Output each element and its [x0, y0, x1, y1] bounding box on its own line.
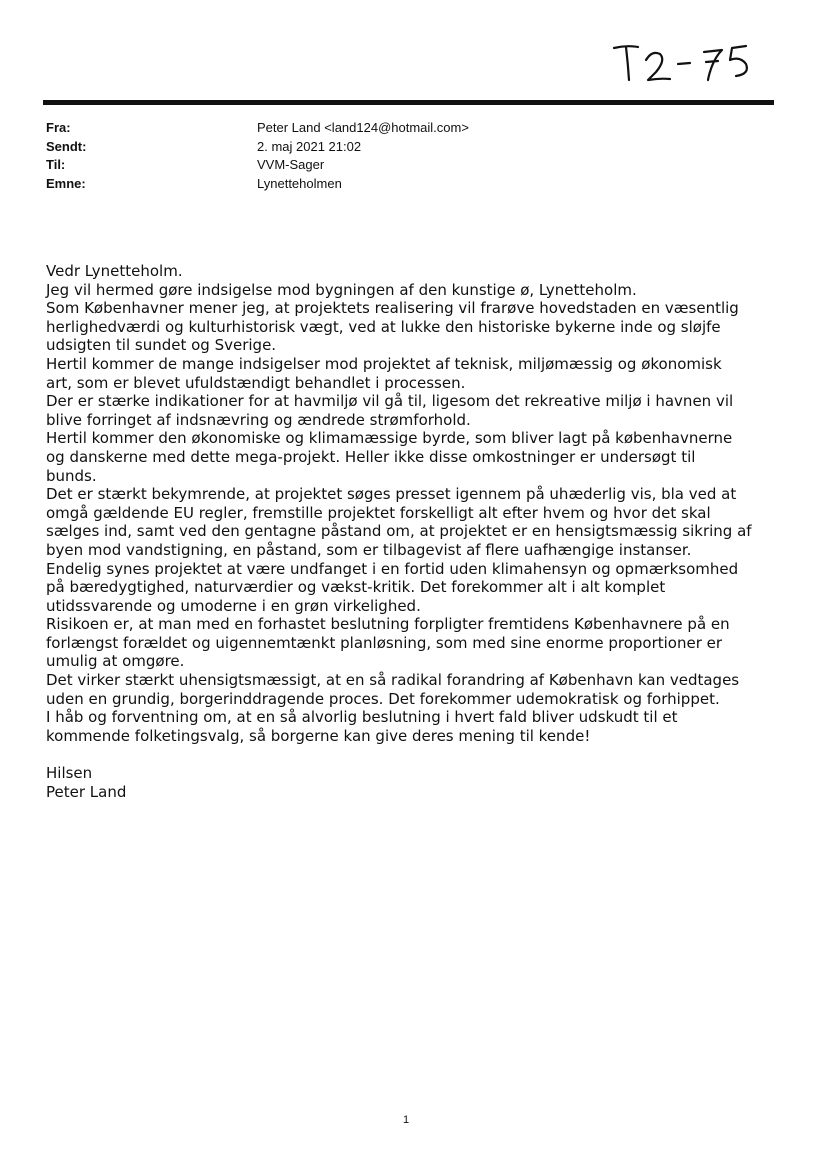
body-line: kommende folketingsvalg, så borgerne kan give deres mening til kende!: [46, 726, 591, 745]
body-line: omgå gældende EU regler, fremstille projektet forskelligt alt efter hvem og hvor det skal: [46, 503, 711, 522]
body-line: Der er stærke indikationer for at havmiljø vil gå til, ligesom det rekreative miljø i havnen vil: [46, 392, 734, 411]
body-line: I håb og forventning om, at en så alvorlig beslutning i hvert fald bliver udskudt til et: [46, 708, 678, 727]
handwritten-stamp: [612, 40, 752, 84]
closing: Hilsen: [46, 764, 93, 783]
body-line: umulig at omgøre.: [46, 652, 185, 671]
from-label: Fra:: [46, 120, 71, 135]
page-number: 1: [402, 1114, 410, 1126]
body-line: Hertil kommer den økonomiske og klimamæssige byrde, som bliver lagt på københavnerne: [46, 429, 733, 448]
body-line: art, som er blevet ufuldstændigt behandlet i processen.: [46, 373, 466, 392]
sent-value: 2. maj 2021 21:02: [257, 138, 362, 154]
body-line: udsigten til sundet og Sverige.: [46, 336, 277, 355]
body-line: forlængst forældet og uigennemtænkt planløsning, som med sine enorme proportioner er: [46, 633, 723, 652]
body-line: blive forringet af indsnævring og ændrede strømforhold.: [46, 410, 471, 429]
sent-label: Sendt:: [46, 138, 87, 154]
header-row-from: [46, 119, 469, 138]
email-header: [46, 119, 469, 193]
body-line: Som Københavner mener jeg, at projektets realisering vil frarøve hovedstaden en væsentlig: [46, 299, 739, 318]
body-line: Endelig synes projektet at være undfanget i en fortid uden klimahensyn og opmærksomhed: [46, 559, 739, 578]
header-divider: [43, 100, 774, 105]
body-line: Hertil kommer de mange indsigelser mod projektet af teknisk, miljømæssig og økonomisk: [46, 354, 722, 373]
body-line: uden en grundig, borgerinddragende proces. Det forekommer udemokratisk og forhippet.: [46, 689, 720, 708]
body-line: på bæredygtighed, naturværdier og vækst-kritik. Det forekommer alt i alt komplet: [46, 578, 666, 597]
body-line: Jeg vil hermed gøre indsigelse mod bygningen af den kunstige ø, Lynetteholm.: [46, 280, 637, 299]
subject-value: Lynetteholmen: [257, 175, 342, 191]
header-row-subject: [46, 175, 469, 194]
header-row-to: [46, 156, 469, 175]
body-line: Det virker stærkt uhensigtsmæssigt, at en så radikal forandring af København kan vedtages: [46, 671, 740, 690]
body-line: Vedr Lynetteholm.: [46, 262, 183, 280]
email-body: [46, 262, 786, 801]
body-line: herlighedværdi og kulturhistorisk vægt, ved at lukke den historiske bykerne inde og sløjfe: [46, 317, 721, 336]
handwritten-stamp-drawing: [612, 40, 752, 84]
header-row-sent: [46, 138, 469, 157]
subject-label: Emne:: [46, 175, 86, 191]
body-line: bunds.: [46, 466, 97, 485]
body-line: og danskerne med dette mega-projekt. Heller ikke disse omkostninger er undersøgt til: [46, 447, 696, 466]
body-line: utidssvarende og umoderne i en grøn virkelighed.: [46, 596, 421, 615]
body-line: sælges ind, samt ved den gentagne påstand om, at projektet er en hensigtsmæssig sikring af: [46, 522, 752, 541]
to-value: VVM-Sager: [257, 157, 325, 172]
body-line: Risikoen er, at man med en forhastet beslutning forpligter fremtidens Københavnere på en: [46, 615, 730, 634]
body-line: byen mod vandstigning, en påstand, som er tilbagevist af flere uafhængige instanser.: [46, 540, 692, 559]
signature: Peter Land: [46, 782, 127, 801]
body-line: Det er stærkt bekymrende, at projektet søges presset igennem på uhæderlig vis, bla ved at: [46, 485, 737, 504]
from-value: Peter Land <land124@hotmail.com>: [257, 120, 469, 135]
to-label: Til:: [46, 157, 66, 172]
paragraph-gap: [46, 745, 786, 764]
